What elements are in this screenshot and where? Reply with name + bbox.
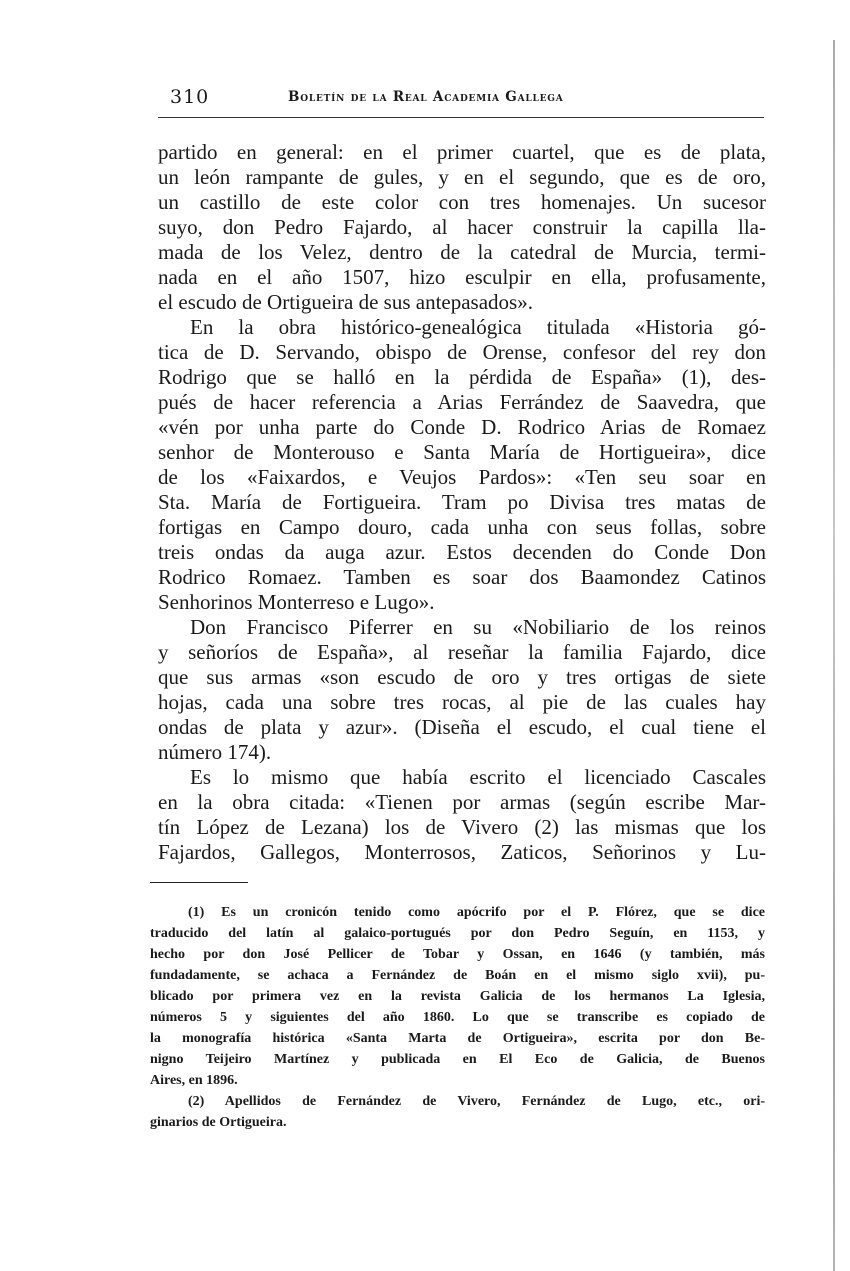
page-header: [170, 86, 770, 114]
body-line: Don Francisco Piferrer en su «Nobiliario de los reinos: [190, 615, 766, 639]
body-line: treis ondas da auga azur. Estos decenden do Conde Don: [158, 540, 766, 564]
footnote-line: fundadamente, se achaca a Fernández de Boán en el mismo siglo xvii), pu-: [150, 968, 765, 983]
body-line: Rodrico Romaez. Tamben es soar dos Baamondez Catinos: [158, 565, 766, 589]
footnote-line: nigno Teijeiro Martínez y publicada en El Eco de Galicia, de Buenos: [150, 1052, 765, 1067]
footnote-line: (1) Es un cronicón tenido como apócrifo por el P. Flórez, que se dice: [188, 905, 765, 920]
body-line: Es lo mismo que había escrito el licenciado Cascales: [190, 765, 766, 789]
body-line: y señoríos de España», al reseñar la familia Fajardo, dice: [158, 640, 766, 664]
body-line: hojas, cada una sobre tres rocas, al pie de las cuales hay: [158, 690, 766, 714]
page-binding-edge: [833, 40, 835, 1271]
footnote-line: la monografía histórica «Santa Marta de Ortigueira», escrita por don Be-: [150, 1031, 765, 1046]
body-line: nada en el año 1507, hizo esculpir en ella, profusamente,: [158, 265, 766, 289]
footnote-line: Aires, en 1896.: [150, 1073, 238, 1088]
body-line: Rodrigo que se halló en la pérdida de España» (1), des-: [158, 365, 766, 389]
footnote-line: blicado por primera vez en la revista Galicia de los hermanos La Iglesia,: [150, 989, 765, 1004]
body-line: número 174).: [158, 740, 272, 764]
body-line: Senhorinos Monterreso e Lugo».: [158, 590, 435, 614]
footnote-line: (2) Apellidos de Fernández de Vivero, Fernández de Lugo, etc., ori-: [188, 1094, 765, 1109]
footnote-line: números 5 y siguientes del año 1860. Lo que se transcribe es copiado de: [150, 1010, 765, 1025]
body-line: un león rampante de gules, y en el segundo, que es de oro,: [158, 165, 766, 189]
body-line: tica de D. Servando, obispo de Orense, confesor del rey don: [158, 340, 766, 364]
footnote-rule: [150, 882, 248, 883]
body-line: En la obra histórico-genealógica titulada «Historia gó-: [190, 315, 766, 339]
body-line: Fajardos, Gallegos, Monterrosos, Zaticos, Señorinos y Lu-: [158, 840, 766, 864]
page-number: 310: [170, 86, 210, 108]
body-line: Sta. María de Fortigueira. Tram po Divisa tres matas de: [158, 490, 766, 514]
body-line: el escudo de Ortigueira de sus antepasados».: [158, 290, 533, 314]
body-line: que sus armas «son escudo de oro y tres ortigas de siete: [158, 665, 766, 689]
body-line: partido en general: en el primer cuartel, que es de plata,: [158, 140, 766, 164]
body-line: tín López de Lezana) los de Vivero (2) las mismas que los: [158, 815, 766, 839]
header-rule: [158, 117, 764, 118]
running-title: Boletín de la Real Academia Gallega: [288, 89, 564, 105]
footnote-line: ginarios de Ortigueira.: [150, 1115, 287, 1130]
body-line: de los «Faixardos, e Veujos Pardos»: «Ten seu soar en: [158, 465, 766, 489]
footnote-line: traducido del latín al galaico-portugués por don Pedro Seguín, en 1153, y: [150, 926, 765, 941]
body-line: un castillo de este color con tres homenajes. Un sucesor: [158, 190, 766, 214]
body-line: senhor de Monterouso e Santa María de Hortigueira», dice: [158, 440, 766, 464]
body-line: en la obra citada: «Tienen por armas (según escribe Mar-: [158, 790, 766, 814]
body-line: fortigas en Campo douro, cada unha con seus follas, sobre: [158, 515, 766, 539]
body-line: pués de hacer referencia a Arias Ferrández de Saavedra, que: [158, 390, 766, 414]
body-line: mada de los Velez, dentro de la catedral de Murcia, termi-: [158, 240, 766, 264]
body-line: ondas de plata y azur». (Diseña el escudo, el cual tiene el: [158, 715, 766, 739]
body-line: suyo, don Pedro Fajardo, al hacer construir la capilla lla-: [158, 215, 766, 239]
footnote-line: hecho por don José Pellicer de Tobar y Ossan, en 1646 (y también, más: [150, 947, 765, 962]
body-line: «vén por unha parte do Conde D. Rodrico Arias de Romaez: [158, 415, 766, 439]
